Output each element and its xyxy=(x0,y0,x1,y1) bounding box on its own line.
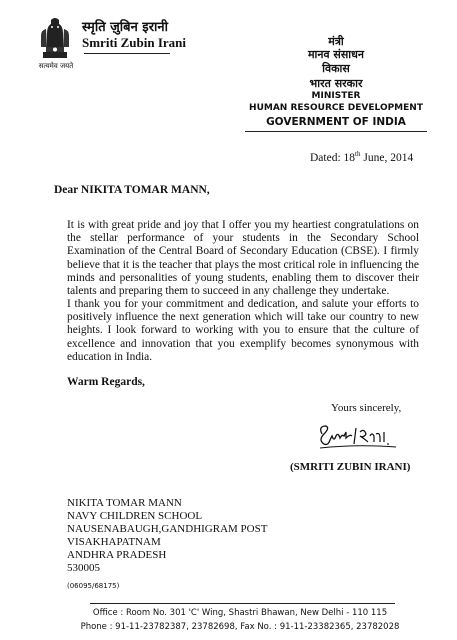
letterhead-rule-left xyxy=(84,53,170,54)
address-line: VISAKHAPATNAM xyxy=(67,536,161,548)
body-paragraph-2: I thank you for your commitment and dedication, and salute your efforts to positively influence the next generation which will take our country to new heights. I look forward to working with you to ensure that the culture of excellence and innovation that you exemplify becomes synonymous with education in India. xyxy=(67,298,419,363)
footer-office-address: Office : Room No. 301 'C' Wing, Shastri Bhawan, New Delhi - 110 115 xyxy=(92,608,388,618)
address-line: NAVY CHILDREN SCHOOL xyxy=(67,510,203,522)
office-line-minister-hindi: मंत्री xyxy=(328,35,344,48)
address-line: ANDHRA PRADESH xyxy=(67,549,167,561)
salutation: Dear NIKITA TOMAR MANN, xyxy=(54,184,210,196)
minister-name-hindi: स्मृति ज़ुबिन इरानी xyxy=(82,20,168,35)
national-emblem-icon xyxy=(37,14,73,62)
office-line-goi: GOVERNMENT OF INDIA xyxy=(266,116,406,128)
minister-name-english: Smriti Zubin Irani xyxy=(82,35,187,50)
office-line-minister: MINISTER xyxy=(311,91,361,101)
handwritten-signature xyxy=(316,420,420,452)
signatory-name: (SMRITI ZUBIN IRANI) xyxy=(290,461,411,473)
office-line-hrd: HUMAN RESOURCE DEVELOPMENT xyxy=(249,103,423,113)
body-paragraph-1: It is with great pride and joy that I offer you my heartiest congratulations on the stellar performance of your students in the Secondary School Examination of the Central Board of Secondary Education (CBSE). I firmly believe that it is the teacher that plays the most critical role in influencing the minds and personalities of young students, enabling them to discover their talents and preparing them to succeed in any challenge they undertake. xyxy=(67,219,419,298)
footer-phone-fax: Phone : 91-11-23782387, 23782698, Fax No. : 91-11-23382365, 23782028 xyxy=(80,622,400,632)
office-line-vikas-hindi: विकास xyxy=(322,62,350,75)
address-line: 530005 xyxy=(67,562,100,574)
closing: Warm Regards, xyxy=(67,376,145,388)
footer-rule xyxy=(90,603,395,604)
address-line: NIKITA TOMAR MANN xyxy=(67,497,182,509)
office-line-hrd-hindi: मानव संसाधन xyxy=(307,48,365,61)
office-line-goi-hindi: भारत सरकार xyxy=(309,77,363,90)
emblem-motto: सत्यमेव जयते xyxy=(38,62,74,70)
letterhead-rule-right xyxy=(245,131,427,132)
letter-date: Dated: 18th June, 2014 xyxy=(310,150,414,164)
valediction: Yours sincerely, xyxy=(331,402,402,414)
address-line: NAUSENABAUGH,GANDHIGRAM POST xyxy=(67,523,268,535)
reference-number: (06095/68175) xyxy=(67,582,120,590)
